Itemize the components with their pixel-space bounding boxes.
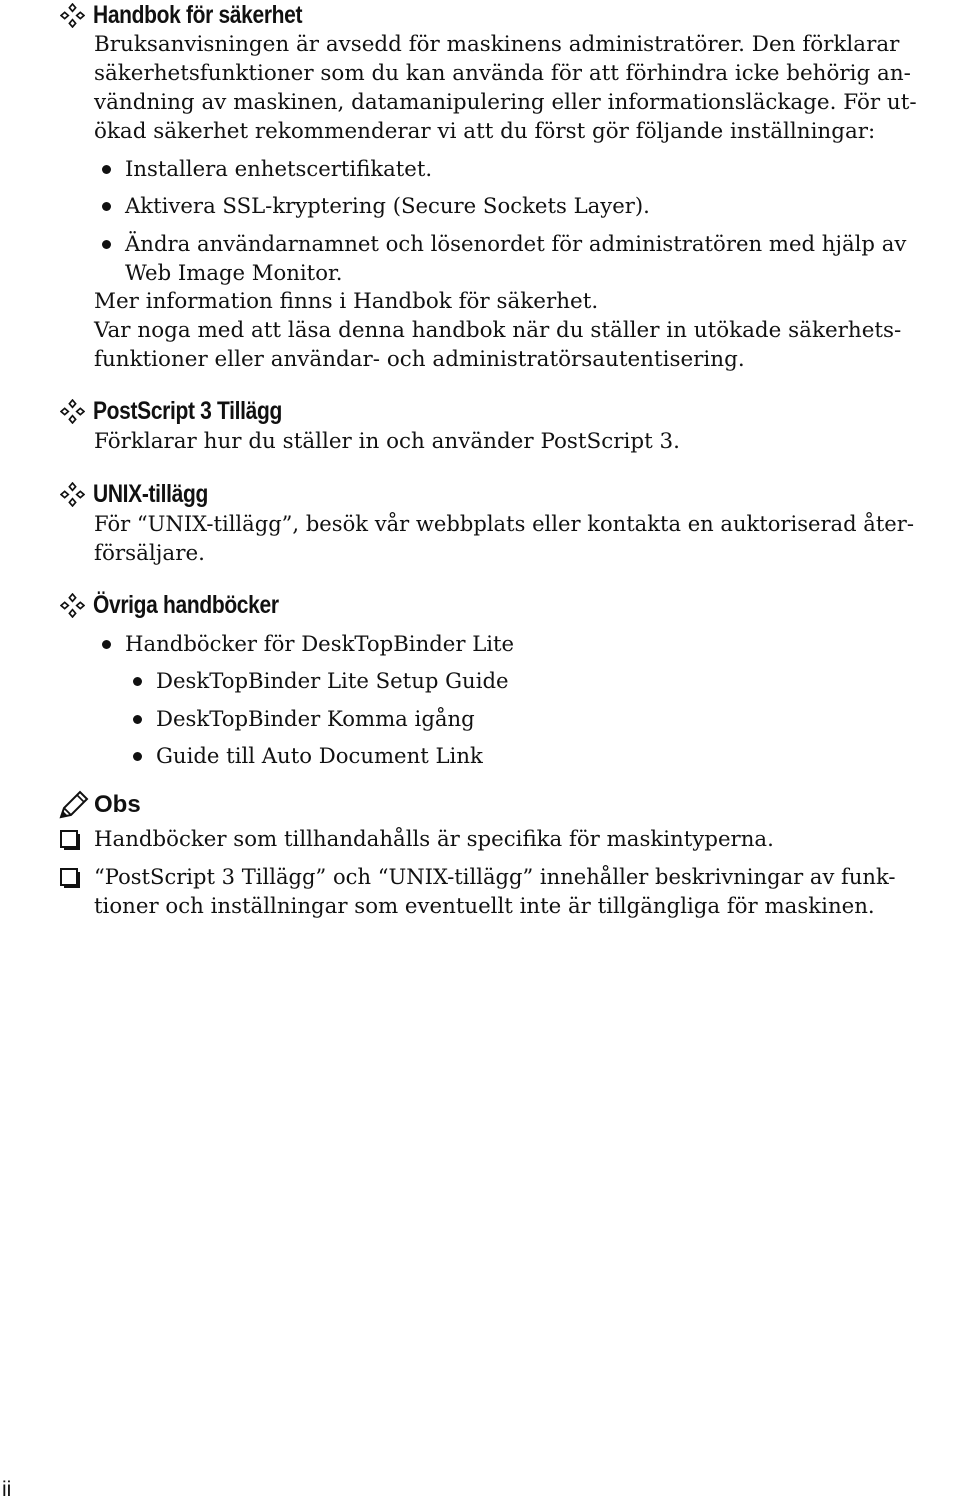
section-heading-text: Handbok för säkerhet xyxy=(93,1,303,29)
bullet-icon xyxy=(102,202,111,211)
note-item-text: Handböcker som tillhandahålls är specifika för maskintyperna. xyxy=(94,827,774,852)
list-item-text: Aktivera SSL-kryptering (Secure Sockets Layer). xyxy=(125,194,650,219)
paragraph-line: Förklarar hur du ställer in och använder PostScript 3. xyxy=(94,429,681,454)
paragraph-line: Var noga med att läsa denna handbok när du ställer in utökade säkerhets- xyxy=(94,318,902,343)
note-title: Obs xyxy=(94,791,141,818)
list-item xyxy=(94,192,954,222)
paragraph-line: säkerhetsfunktioner som du kan använda för att förhindra icke behörig an- xyxy=(94,61,911,86)
checkbox-icon xyxy=(60,868,78,886)
paragraph-line: funktioner eller användar- och administratörsautentisering. xyxy=(94,347,745,372)
list-item xyxy=(94,230,954,260)
pencil-icon xyxy=(56,787,92,823)
section-heading xyxy=(60,590,314,620)
list-item-text: Guide till Auto Document Link xyxy=(156,744,483,769)
bullet-icon xyxy=(102,240,111,249)
four-diamond-icon xyxy=(60,399,85,424)
sub-list-item xyxy=(125,705,960,735)
bullet-icon xyxy=(102,640,111,649)
list-item-text: Ändra användarnamnet och lösenordet för administratören med hjälp av xyxy=(125,232,907,257)
paragraph-line: Bruksanvisningen är avsedd för maskinens administratörer. Den förklarar xyxy=(94,32,900,57)
four-diamond-icon xyxy=(60,593,85,618)
paragraph-line: försäljare. xyxy=(94,541,205,566)
four-diamond-icon xyxy=(60,482,85,507)
paragraph-line: ökad säkerhet rekommenderar vi att du först gör följande inställningar: xyxy=(94,119,876,144)
bullet-icon xyxy=(133,677,142,686)
list-item xyxy=(94,155,954,185)
list-item-text: DeskTopBinder Komma igång xyxy=(156,707,475,732)
checkbox-icon xyxy=(60,830,78,848)
sub-list-item xyxy=(125,742,960,772)
paragraph-line: För “UNIX-tillägg”, besök vår webbplats eller kontakta en auktoriserad åter- xyxy=(94,512,914,537)
sub-list-item xyxy=(125,667,960,697)
list-item-text: Installera enhetscertifikatet. xyxy=(125,157,433,182)
section-heading xyxy=(60,479,230,509)
list-item xyxy=(94,630,954,660)
note-item-text: tioner och inställningar som eventuellt inte är tillgängliga för maskinen. xyxy=(94,894,875,919)
paragraph-line: vändning av maskinen, datamanipulering eller informationsläckage. För ut- xyxy=(94,90,917,115)
note-heading xyxy=(56,785,141,825)
page-number: ii xyxy=(2,1478,12,1501)
note-item-text: “PostScript 3 Tillägg” och “UNIX-tillägg” innehåller beskrivningar av funk- xyxy=(94,865,896,890)
section-heading-text: UNIX-tillägg xyxy=(93,480,208,508)
list-item-text: Web Image Monitor. xyxy=(125,261,343,286)
list-item-text: Handböcker för DeskTopBinder Lite xyxy=(125,632,515,657)
paragraph-line: Mer information finns i Handbok för säkerhet. xyxy=(94,289,599,314)
section-heading-text: Övriga handböcker xyxy=(93,591,279,619)
section-heading xyxy=(60,396,318,426)
four-diamond-icon xyxy=(60,3,85,28)
section-heading xyxy=(60,0,342,30)
list-item-continuation xyxy=(94,259,954,289)
bullet-icon xyxy=(133,752,142,761)
bullet-icon xyxy=(102,165,111,174)
list-item-text: DeskTopBinder Lite Setup Guide xyxy=(156,669,509,694)
section-heading-text: PostScript 3 Tillägg xyxy=(93,397,282,425)
bullet-icon xyxy=(133,715,142,724)
